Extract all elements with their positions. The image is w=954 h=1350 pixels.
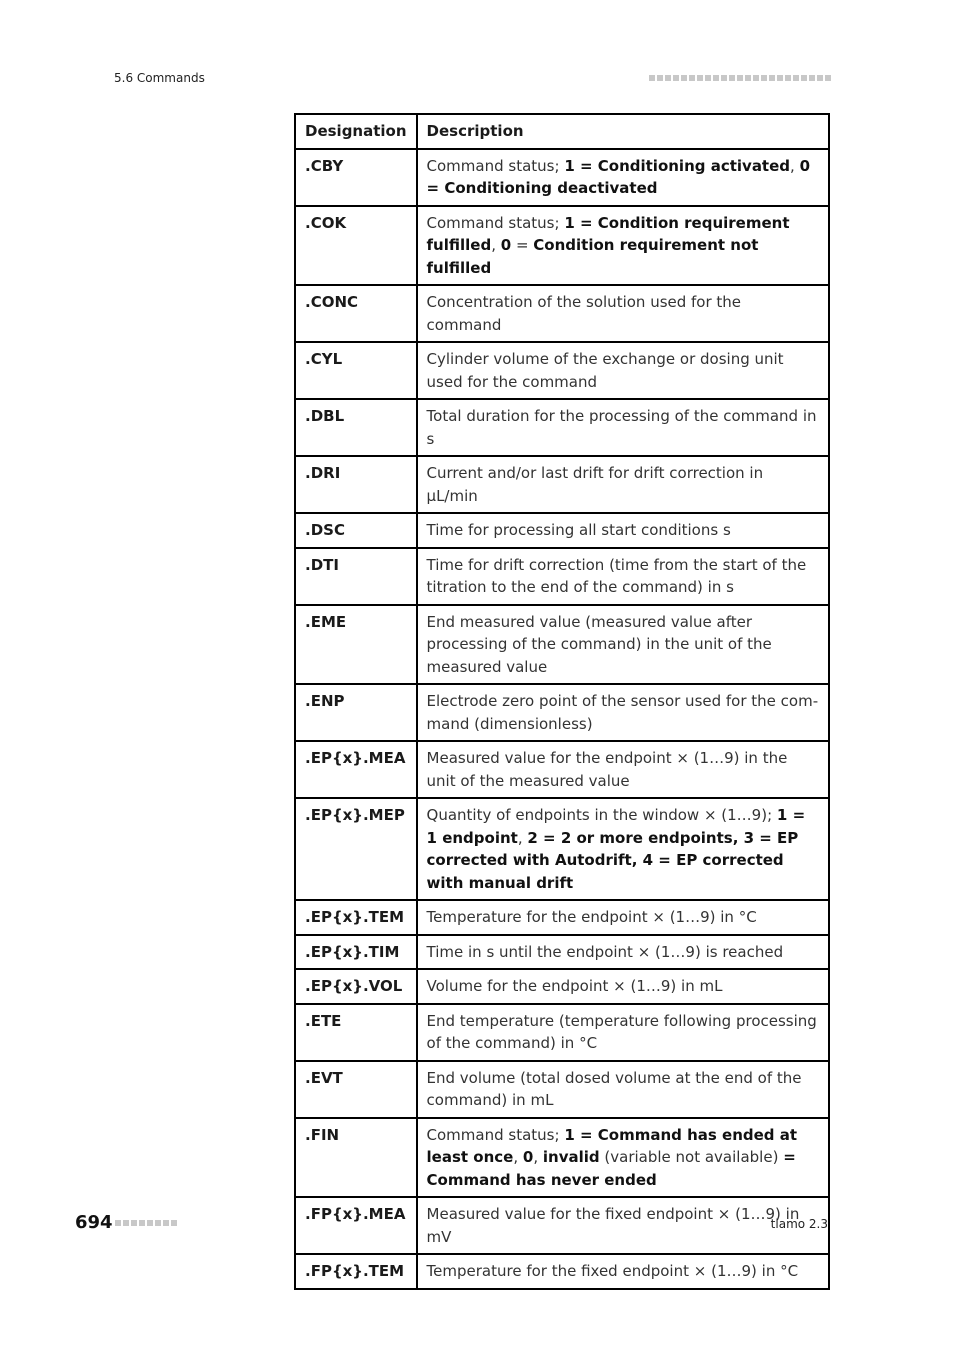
designation-cell: .EME xyxy=(295,605,417,685)
description-cell xyxy=(417,798,829,900)
decor-dot xyxy=(123,1220,129,1226)
description-text: , xyxy=(533,1148,543,1166)
decor-dot xyxy=(745,75,751,81)
table-row xyxy=(295,285,829,342)
description-text: Electrode zero point of the sensor used for the command (dimensionless) xyxy=(426,692,819,733)
decor-dot xyxy=(697,75,703,81)
description-bold-text: 1 = Command has ended at least once xyxy=(426,1125,798,1166)
decor-dot xyxy=(705,75,711,81)
designation-cell: .EP{x}.VOL xyxy=(295,969,417,1004)
table-row xyxy=(295,513,829,548)
page-number: 694 xyxy=(75,1212,113,1233)
description-text: Volume for the endpoint × (1…9) in mL xyxy=(426,977,723,995)
table-row xyxy=(295,548,829,605)
description-text: End measured value (measured value after processing of the command) in the unit of the measured value xyxy=(426,612,772,676)
table-row xyxy=(295,1197,829,1254)
table-row xyxy=(295,741,829,798)
designation-cell: .EVT xyxy=(295,1061,417,1118)
designation-cell: .EP{x}.TEM xyxy=(295,900,417,935)
description-cell xyxy=(417,741,829,798)
description-bold-text: 1 = 1 endpoint xyxy=(426,806,806,847)
decor-dot xyxy=(681,75,687,81)
description-cell xyxy=(417,969,829,1004)
footer-decoration xyxy=(115,1220,177,1226)
decor-dot xyxy=(689,75,695,81)
designation-cell: .DTI xyxy=(295,548,417,605)
description-cell xyxy=(417,548,829,605)
decor-dot xyxy=(155,1220,161,1226)
description-bold-text: = Command has never ended xyxy=(426,1148,796,1189)
description-text: Command status; xyxy=(426,156,565,175)
description-bold-text: 1 = Condition requirement fulfilled xyxy=(426,213,790,254)
table-row xyxy=(295,798,829,900)
description-text: Time in s until the endpoint × (1…9) is reached xyxy=(426,942,784,961)
table-body xyxy=(295,149,829,1289)
decor-dot xyxy=(817,75,823,81)
description-cell xyxy=(417,149,829,206)
description-text: Concentration of the solution used for the command xyxy=(426,293,742,334)
decor-dot xyxy=(737,75,743,81)
description-cell xyxy=(417,206,829,286)
decor-dot xyxy=(163,1220,169,1226)
description-text: Quantity of endpoints in the window × (1…9); xyxy=(426,806,777,824)
decor-dot xyxy=(801,75,807,81)
decor-dot xyxy=(171,1220,177,1226)
decor-dot xyxy=(131,1220,137,1226)
description-text: Temperature for the fixed endpoint × (1…9) in °C xyxy=(426,1262,799,1280)
table-row xyxy=(295,399,829,456)
designation-cell: .EP{x}.MEA xyxy=(295,741,417,798)
description-cell xyxy=(417,935,829,970)
decor-dot xyxy=(721,75,727,81)
description-text: , xyxy=(790,156,800,175)
description-cell xyxy=(417,285,829,342)
section-title: 5.6 Commands xyxy=(114,71,205,85)
table-row xyxy=(295,149,829,206)
table-row xyxy=(295,900,829,935)
table-row xyxy=(295,605,829,685)
description-text: (variable not available) xyxy=(599,1148,784,1166)
description-text: End volume (total dosed volume at the end of the command) in mL xyxy=(426,1068,802,1109)
description-cell xyxy=(417,605,829,685)
description-header: Description xyxy=(417,114,829,149)
decor-dot xyxy=(665,75,671,81)
decor-dot xyxy=(761,75,767,81)
description-text: Time for drift correction (time from the start of the titration to the end of the command) in s xyxy=(426,555,807,596)
decor-dot xyxy=(825,75,831,81)
description-cell xyxy=(417,342,829,399)
designation-cell: .CONC xyxy=(295,285,417,342)
description-text: , xyxy=(517,828,528,847)
table-row xyxy=(295,935,829,970)
description-text: = xyxy=(511,236,534,254)
description-cell xyxy=(417,684,829,741)
description-text: , xyxy=(491,236,501,254)
description-cell xyxy=(417,1197,829,1254)
designation-cell: .EP{x}.TIM xyxy=(295,935,417,970)
description-text: Command status; xyxy=(426,1125,565,1144)
designation-cell: .ETE xyxy=(295,1004,417,1061)
table-row xyxy=(295,1254,829,1289)
description-text: Cylinder volume of the exchange or dosing unit used for the command xyxy=(426,350,784,391)
description-bold-text: Condition requirement not fulfilled xyxy=(426,236,759,277)
description-bold-text: 0 = Conditioning deactivated xyxy=(426,156,810,197)
description-cell xyxy=(417,900,829,935)
designation-cell: .DBL xyxy=(295,399,417,456)
decor-dot xyxy=(657,75,663,81)
description-bold-text: 0 xyxy=(500,236,512,254)
description-text: Measured value for the endpoint × (1…9) in the unit of the measured value xyxy=(426,749,788,790)
description-bold-text: invalid xyxy=(542,1148,600,1166)
decor-dot xyxy=(147,1220,153,1226)
designation-cell: .ENP xyxy=(295,684,417,741)
description-cell xyxy=(417,1254,829,1289)
description-text: Total duration for the processing of the command in s xyxy=(426,407,817,448)
designation-header: Designation xyxy=(295,114,417,149)
decor-dot xyxy=(729,75,735,81)
description-bold-text: 1 = Conditioning activated xyxy=(564,156,791,175)
description-text: Time for processing all start conditions s xyxy=(426,521,731,539)
designation-cell: .CBY xyxy=(295,149,417,206)
description-text: End temperature (temperature following processing of the command) in °C xyxy=(426,1011,817,1052)
table-row xyxy=(295,206,829,286)
decor-dot xyxy=(769,75,775,81)
table-row xyxy=(295,342,829,399)
designation-cell: .FP{x}.TEM xyxy=(295,1254,417,1289)
table-row xyxy=(295,456,829,513)
description-cell xyxy=(417,1004,829,1061)
designation-cell: .FIN xyxy=(295,1118,417,1198)
command-variables-table xyxy=(294,113,830,1290)
decor-dot xyxy=(115,1220,121,1226)
description-cell xyxy=(417,456,829,513)
decor-dot xyxy=(785,75,791,81)
designation-cell: .CYL xyxy=(295,342,417,399)
description-text: Current and/or last drift for drift correction in µL/min xyxy=(426,464,764,505)
decor-dot xyxy=(649,75,655,81)
description-cell xyxy=(417,1061,829,1118)
description-cell xyxy=(417,513,829,548)
table-row xyxy=(295,969,829,1004)
table-row xyxy=(295,1061,829,1118)
description-text: Temperature for the endpoint × (1…9) in °C xyxy=(426,908,757,926)
description-text: Measured value for the fixed endpoint × (1…9) in mV xyxy=(426,1205,800,1246)
description-bold-text: 2 = 2 or more endpoints, 3 = EP corrected with Autodrift, 4 = EP corrected with manual drift xyxy=(426,828,799,892)
table-row xyxy=(295,1004,829,1061)
decor-dot xyxy=(793,75,799,81)
designation-cell: .FP{x}.MEA xyxy=(295,1197,417,1254)
description-text: , xyxy=(513,1148,523,1166)
table-row xyxy=(295,684,829,741)
description-cell xyxy=(417,1118,829,1198)
header-decoration xyxy=(649,75,831,81)
decor-dot xyxy=(713,75,719,81)
designation-cell: .EP{x}.MEP xyxy=(295,798,417,900)
decor-dot xyxy=(673,75,679,81)
designation-cell: .DRI xyxy=(295,456,417,513)
decor-dot xyxy=(777,75,783,81)
designation-cell: .COK xyxy=(295,206,417,286)
designation-cell: .DSC xyxy=(295,513,417,548)
description-cell xyxy=(417,399,829,456)
table-header-row xyxy=(295,114,829,149)
decor-dot xyxy=(809,75,815,81)
decor-dot xyxy=(139,1220,145,1226)
product-name: tiamo 2.3 xyxy=(770,1217,828,1231)
description-bold-text: 0 xyxy=(522,1148,534,1166)
decor-dot xyxy=(753,75,759,81)
description-text: Command status; xyxy=(426,213,565,232)
table-row xyxy=(295,1118,829,1198)
